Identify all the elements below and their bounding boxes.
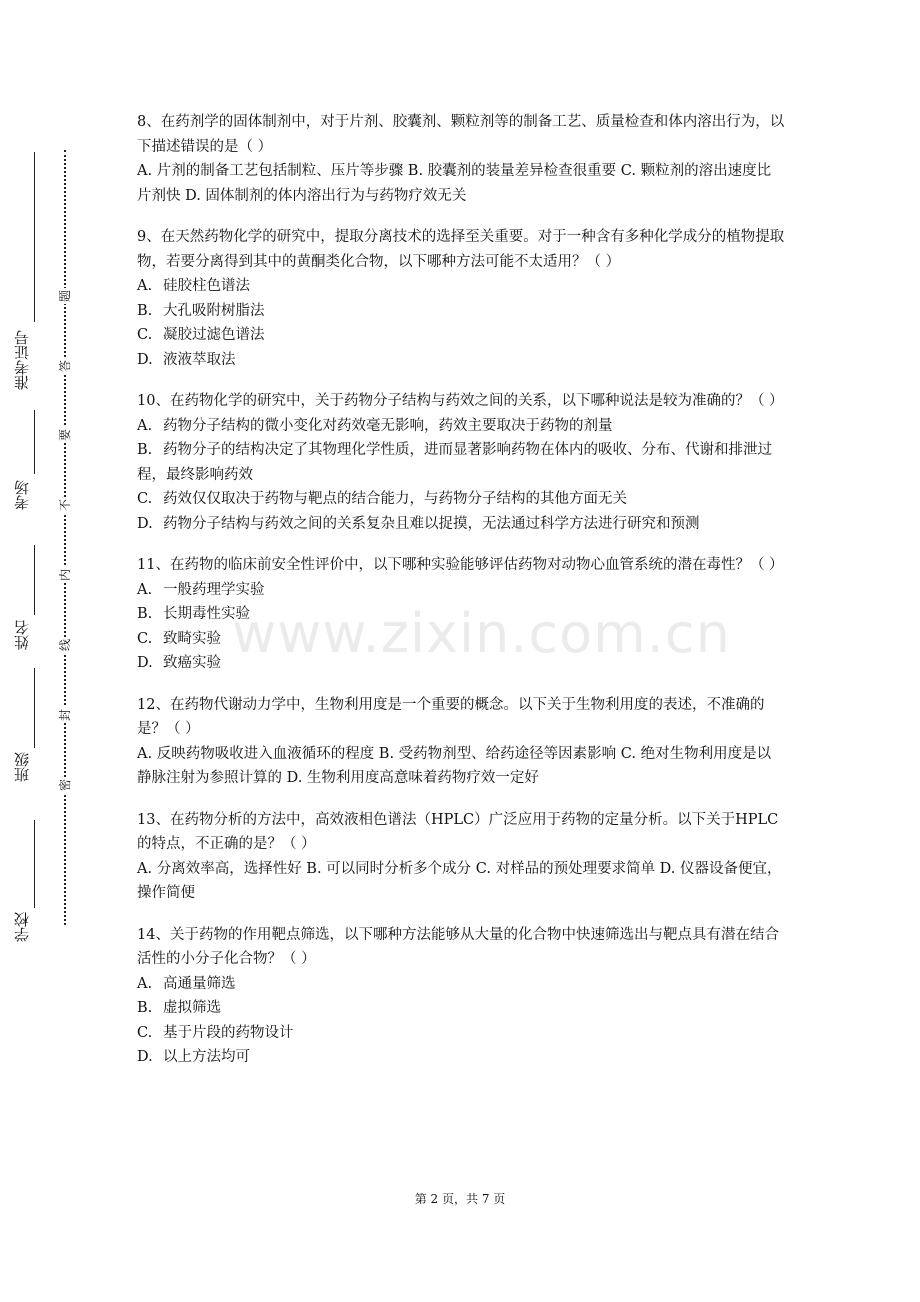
label-exam-room: 考场 [13, 480, 31, 510]
option-c: C. 致畸实验 [137, 630, 221, 647]
option-a: A. 药物分子结构的微小变化对药效毫无影响，药效主要取决于药物的剂量 [137, 417, 613, 434]
option-c: C. 药效仅仅取决于药物与靶点的结合能力，与药物分子结构的其他方面无关 [137, 491, 627, 507]
seal-dotted-line [64, 150, 66, 925]
option-a: A. 一般药理学实验 [137, 581, 265, 598]
label-class: 班级 [13, 752, 31, 782]
question-stem: 14、关于药物的作用靶点筛选，以下哪种方法能够从大量的化合物中快速筛选出与靶点具有潜在结合活性的小分子化合物？（ ） [137, 926, 779, 967]
question-13 [137, 808, 785, 906]
exam-room-line [34, 410, 35, 474]
option-a: A. 硅胶柱色谱法 [137, 278, 250, 294]
option-c: C. 基于片段的药物设计 [137, 1024, 294, 1041]
option-a: A. 高通量筛选 [137, 975, 236, 992]
option-b: B. 大孔吸附树脂法 [137, 302, 265, 319]
question-list [137, 110, 785, 1087]
option-d: D. 致癌实验 [137, 655, 221, 671]
option-d: D. 液液萃取法 [137, 351, 236, 368]
seal-char: 内 [58, 569, 72, 582]
class-line [34, 668, 35, 748]
option-b: B. 虚拟筛选 [137, 1000, 221, 1016]
question-stem: 12、在药物代谢动力学中，生物利用度是一个重要的概念。以下关于生物利用度的表述，不准确的是？（ ） [137, 696, 765, 737]
exam-number-line [34, 152, 35, 322]
seal-char: 密 [58, 779, 72, 792]
option-b: B. 药物分子的结构决定了其物理化学性质，进而显著影响药物在体内的吸收、分布、代谢和排泄过程，最终影响药效 [137, 442, 772, 483]
page-footer: 第 2 页，共 7 页 [414, 1192, 506, 1206]
question-options: A. 片剂的制备工艺包括制粒、压片等步骤 B. 胶囊剂的装量差异检查很重要 C. 颗粒剂的溶出速度比片剂快 D. 固体制剂的体内溶出行为与药物疗效无关 [137, 163, 772, 204]
binding-margin [0, 0, 100, 1302]
seal-char: 线 [58, 639, 72, 652]
question-stem: 13、在药物分析的方法中，高效液相色谱法（HPLC）广泛应用于药物的定量分析。以下关于HPLC的特点，不正确的是？（ ） [137, 811, 779, 852]
seal-char: 题 [58, 290, 72, 303]
label-exam-number: 准考证号 [13, 330, 31, 390]
question-9 [137, 225, 785, 372]
question-11 [137, 553, 785, 676]
label-school: 学校 [13, 912, 31, 942]
label-name: 姓名 [13, 620, 31, 650]
option-b: B. 长期毒性实验 [137, 606, 250, 622]
option-d: D. 以上方法均可 [137, 1049, 250, 1065]
question-stem: 10、在药物化学的研究中，关于药物分子结构与药效之间的关系，以下哪种说法是较为准确的？（ ） [137, 393, 784, 409]
question-10 [137, 389, 785, 536]
question-8 [137, 110, 785, 208]
option-d: D. 药物分子结构与药效之间的关系复杂且难以捉摸，无法通过科学方法进行研究和预测 [137, 515, 700, 532]
question-stem: 9、在天然药物化学的研究中，提取分离技术的选择至关重要。对于一种含有多种化学成分的植物提取物，若要分离得到其中的黄酮类化合物，以下哪种方法可能不太适用？（ ） [137, 229, 785, 270]
question-stem: 11、在药物的临床前安全性评价中，以下哪种实验能够评估药物对动物心血管系统的潜在毒性？（ ） [137, 557, 784, 573]
question-stem: 8、在药剂学的固体制剂中，对于片剂、胶囊剂、颗粒剂等的制备工艺、质量检查和体内溶出行为，以下描述错误的是（ ） [137, 114, 785, 155]
question-options: A. 反映药物吸收进入血液循环的程度 B. 受药物剂型、给药途径等因素影响 C. 绝对生物利用度是以静脉注射为参照计算的 D. 生物利用度高意味着药物疗效一定好 [137, 745, 772, 786]
seal-char: 不 [58, 499, 72, 512]
school-line [34, 820, 35, 908]
seal-char: 答 [58, 360, 72, 373]
seal-char: 要 [58, 429, 72, 442]
watermark: www.zixin.com.cn [232, 602, 731, 665]
seal-char: 封 [58, 709, 72, 722]
option-c: C. 凝胶过滤色谱法 [137, 327, 265, 343]
question-options: A. 分离效率高，选择性好 B. 可以同时分析多个成分 C. 对样品的预处理要求简单 D. 仪器设备便宜，操作简便 [137, 860, 782, 901]
name-line [34, 545, 35, 615]
question-12 [137, 693, 785, 791]
question-14 [137, 923, 785, 1070]
